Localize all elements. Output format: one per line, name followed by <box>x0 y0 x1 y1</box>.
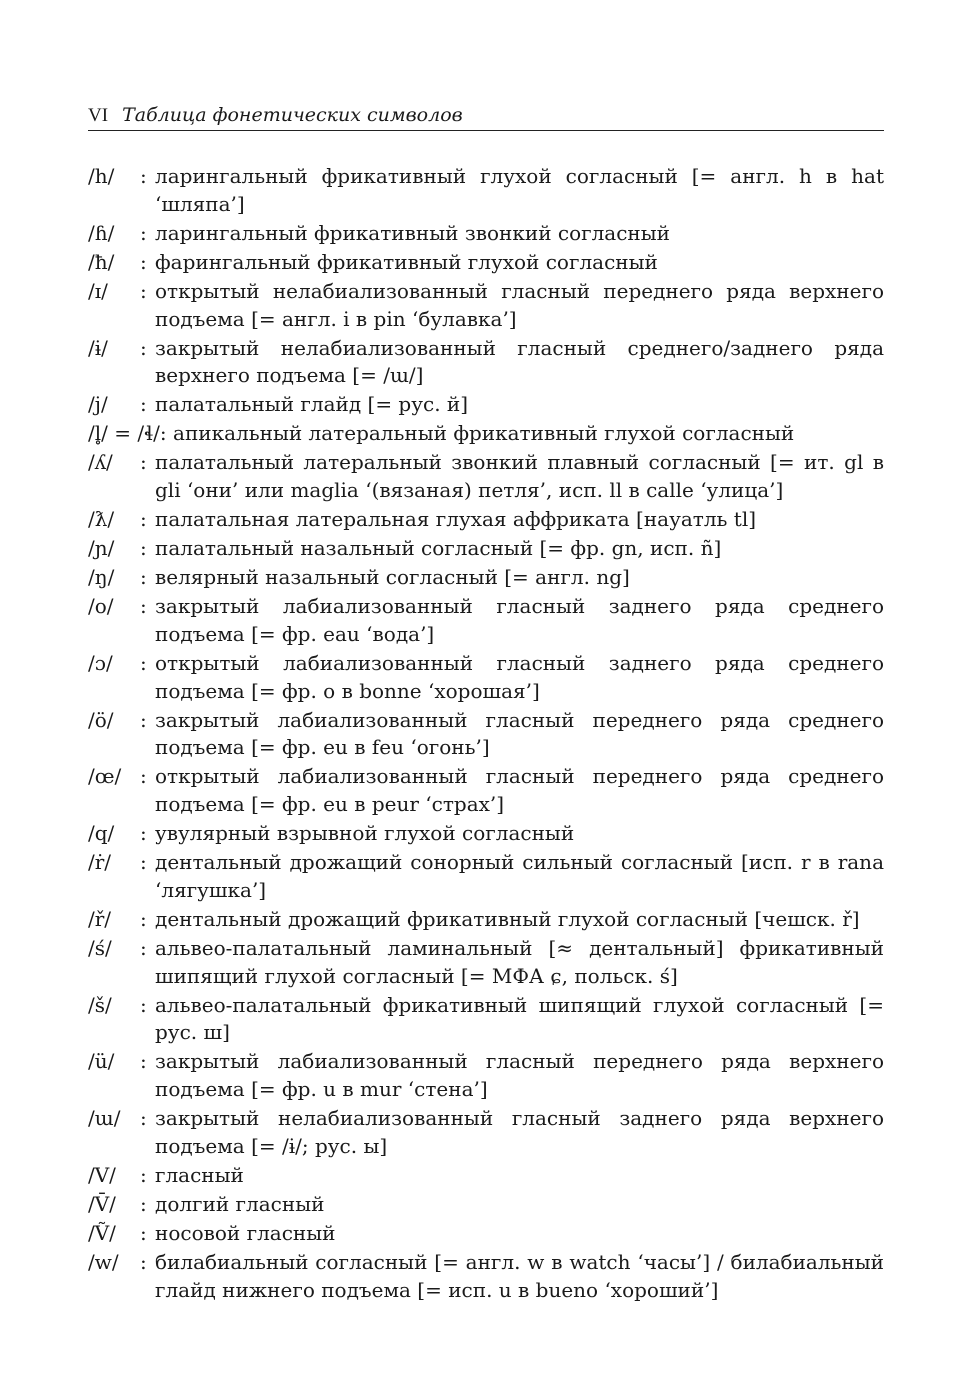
separator: : <box>140 1163 147 1188</box>
separator: : <box>140 220 147 245</box>
separator: : <box>140 821 147 846</box>
list-item <box>88 820 884 848</box>
phonetic-symbol: /Ṽ/ <box>88 1220 116 1245</box>
phonetic-symbol: /ř/ <box>88 906 112 931</box>
list-item <box>88 849 884 905</box>
separator: : <box>140 164 147 188</box>
symbol-description: открытый лабиализованный гласный переднего ряда среднего подъема [= фр. eu в peur ‘страх’] <box>155 764 884 817</box>
separator: : <box>140 1220 147 1245</box>
list-item <box>88 1105 884 1161</box>
list-item <box>88 593 884 649</box>
list-item <box>88 391 884 419</box>
separator: : <box>140 392 147 417</box>
phonetic-symbol: /ħ/ <box>88 249 115 274</box>
separator: : <box>140 850 147 875</box>
phonetic-symbol: /ṙ/ <box>88 850 112 875</box>
symbol-description: носовой гласный <box>155 1220 336 1245</box>
phonetic-symbol: /ɲ/ <box>88 536 115 561</box>
symbol-description: увулярный взрывной глухой согласный <box>155 821 575 846</box>
separator: : <box>140 507 147 532</box>
phonetic-symbol: /ŋ/ <box>88 565 115 590</box>
symbol-description: альвео-палатальный ламинальный [≈ дентальный] фрикативный шипящий глухой согласный [= МФА ɕ, польск. ś] <box>155 935 884 988</box>
list-item <box>88 420 884 448</box>
phonetic-symbol: /q/ <box>88 821 115 846</box>
list-item <box>88 1220 884 1248</box>
symbol-description: закрытый лабиализованный гласный переднего ряда среднего подъема [= фр. eu в feu ‘огонь’] <box>155 707 884 760</box>
phonetic-symbol: /w/ <box>88 1249 119 1274</box>
phonetic-symbol: /š/ <box>88 992 112 1017</box>
symbol-description: палатальный назальный согласный [= фр. gn, исп. ñ] <box>155 536 722 561</box>
header-title: Таблица фонетических символов <box>122 104 463 126</box>
phonetic-symbol: /V̄/ <box>88 1192 116 1216</box>
list-item <box>88 707 884 763</box>
list-item <box>88 249 884 277</box>
separator: : <box>140 1049 147 1074</box>
symbol-description: палатальная латеральная глухая аффриката [науатль tl] <box>155 507 757 532</box>
symbol-list <box>88 163 884 1306</box>
separator: : <box>140 278 147 303</box>
list-item <box>88 278 884 334</box>
separator: : <box>140 536 147 561</box>
phonetic-symbol: /ü/ <box>88 1049 115 1074</box>
list-item <box>88 535 884 563</box>
symbol-description: долгий гласный <box>155 1192 325 1216</box>
phonetic-symbol: /ś/ <box>88 935 112 960</box>
symbol-description: билабиальный согласный [= англ. w в watch ‘часы’] / билабиальный глайд нижнего подъема [= исп. u в bueno ‘хороший’] <box>155 1249 884 1302</box>
symbol-description: закрытый лабиализованный гласный переднего ряда верхнего подъема [= фр. u в mur ‘стена’] <box>155 1049 884 1102</box>
separator: : <box>140 935 147 960</box>
phonetic-symbol: /ɯ/ <box>88 1106 121 1131</box>
phonetic-symbol: /ƛ/ <box>88 507 115 532</box>
list-item <box>88 1191 884 1219</box>
symbol-description: ларингальный фрикативный звонкий согласный <box>155 220 671 245</box>
list-item <box>88 992 884 1048</box>
phonetic-symbol: /ɨ/ <box>88 335 108 360</box>
separator: : <box>140 594 147 619</box>
separator: : <box>140 707 147 732</box>
list-item <box>88 335 884 391</box>
list-item <box>88 1249 884 1305</box>
phonetic-symbol: /l̥/ = /ɬ/ <box>88 421 160 446</box>
phonetic-symbol: /o/ <box>88 594 114 619</box>
list-item <box>88 906 884 934</box>
separator: : <box>140 650 147 675</box>
symbol-description: дентальный дрожащий фрикативный глухой согласный [чешск. ř] <box>155 906 860 931</box>
separator: : <box>159 421 174 446</box>
symbol-description: велярный назальный согласный [= англ. ng] <box>155 565 630 590</box>
phonetic-symbol: /œ/ <box>88 764 122 789</box>
symbol-description: альвео-палатальный фрикативный шипящий глухой согласный [= рус. ш] <box>155 992 884 1045</box>
symbol-description: гласный <box>155 1163 244 1188</box>
symbol-description: закрытый лабиализованный гласный заднего ряда среднего подъема [= фр. eau ‘вода’] <box>155 594 884 646</box>
list-item <box>88 449 884 505</box>
separator: : <box>140 1192 147 1216</box>
symbol-description: апикальный латеральный фрикативный глухой согласный <box>173 421 795 446</box>
symbol-description: открытый нелабиализованный гласный переднего ряда верхнего подъема [= англ. i в pin ‘булавка’] <box>155 278 884 331</box>
phonetic-symbol: /ö/ <box>88 707 114 732</box>
symbol-description: открытый лабиализованный гласный заднего ряда среднего подъема [= фр. o в bonne ‘хорошая’] <box>155 650 884 703</box>
symbol-description: палатальный латеральный звонкий плавный согласный [= ит. gl в gli ‘они’ или maglia ‘(вязаная) петля’, исп. ll в calle ‘улица’] <box>155 450 884 503</box>
phonetic-symbol: /ɪ/ <box>88 278 108 303</box>
list-item <box>88 650 884 706</box>
phonetic-symbol: /h/ <box>88 164 115 188</box>
symbol-description: дентальный дрожащий сонорный сильный согласный [исп. r в rana ‘лягушка’] <box>155 850 884 902</box>
list-item <box>88 163 884 219</box>
separator: : <box>140 992 147 1017</box>
page-number: VI <box>88 105 109 126</box>
symbol-description: закрытый нелабиализованный гласный среднего/заднего ряда верхнего подъема [= /ɯ/] <box>155 335 884 388</box>
symbol-description: фарингальный фрикативный глухой согласный <box>155 249 658 274</box>
list-item <box>88 935 884 991</box>
symbol-description: ларингальный фрикативный глухой согласный [= англ. h в hat ‘шляпа’] <box>155 164 884 216</box>
phonetic-symbol: /j/ <box>88 392 108 417</box>
phonetic-symbol: /ʎ/ <box>88 450 113 475</box>
list-item <box>88 564 884 592</box>
symbol-description: палатальный глайд [= рус. й] <box>155 392 469 417</box>
separator: : <box>140 335 147 360</box>
separator: : <box>140 1106 147 1131</box>
phonetic-symbol: /ɔ/ <box>88 650 113 675</box>
separator: : <box>140 906 147 931</box>
list-item <box>88 506 884 534</box>
separator: : <box>140 764 147 789</box>
list-item <box>88 1162 884 1190</box>
phonetic-symbol: /ɦ/ <box>88 220 115 245</box>
list-item <box>88 220 884 248</box>
separator: : <box>140 450 147 475</box>
list-item <box>88 763 884 819</box>
symbol-description: закрытый нелабиализованный гласный заднего ряда верхнего подъема [= /ɨ/; рус. ы] <box>155 1106 884 1159</box>
separator: : <box>140 1249 147 1274</box>
phonetic-symbol: /V/ <box>88 1163 116 1188</box>
running-header <box>88 100 884 131</box>
separator: : <box>140 249 147 274</box>
separator: : <box>140 565 147 590</box>
list-item <box>88 1048 884 1104</box>
